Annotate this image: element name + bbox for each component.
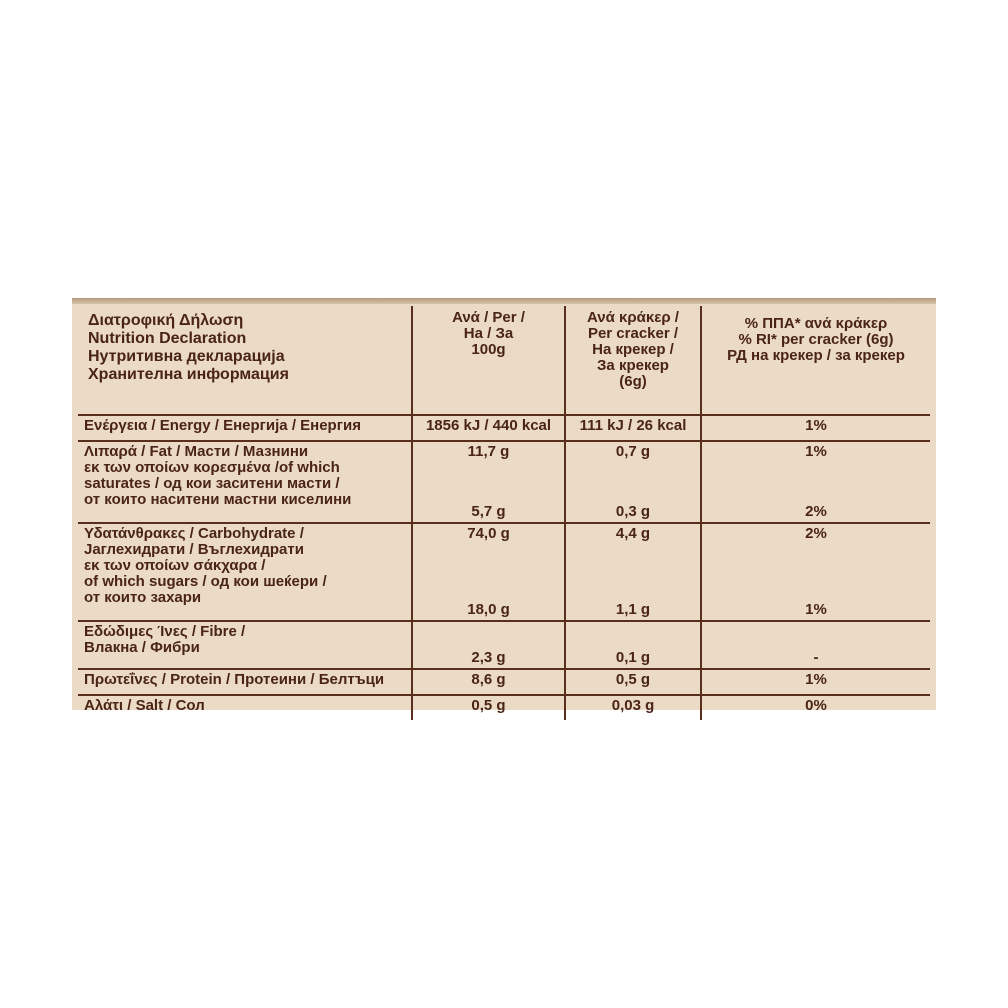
header-title-greek: Διατροφική Δήλωση [88,312,244,329]
header-title-english: Nutrition Declaration [88,330,247,347]
panel-top-border [72,298,936,304]
protein-name [78,669,412,695]
fat-name-line: Λιπαρά / Fat / Масти / Мазнини [84,443,309,460]
salt-ri: 0% [701,695,930,720]
carbohydrate-percracker-cell [565,523,701,621]
header-percracker-line: (6g) [619,373,647,390]
salt-per100: 0,5 g [412,695,565,720]
fibre-percracker: 0,1 g [615,649,651,666]
salt-name-line: Αλάτι / Salt / Сол [84,697,205,714]
carbohydrate-ri-cell [701,523,930,621]
protein-ri: 1% [701,669,930,695]
sugars-percracker: 1,1 g [615,601,651,618]
salt-percracker: 0,03 g [565,695,701,720]
header-per100-line: 100g [471,341,506,358]
nutrition-label-panel [72,298,936,714]
header-percracker-line: За крекер [597,357,669,374]
salt-row [78,695,930,720]
carbohydrate-name-line: от които захари [84,589,202,606]
fat-row [78,441,930,523]
salt-name [78,695,412,720]
fat-ri: 1% [805,443,827,460]
header-title-cell [78,306,412,415]
header-percracker-cell [565,306,701,415]
fibre-percracker-cell [565,621,701,669]
fibre-name-line: Εδώδιμες Ίνες / Fibre / [84,623,246,640]
header-ri-line: % RI* per cracker (6g) [738,331,894,348]
header-per100-line: На / За [463,325,514,342]
fibre-per100-cell [412,621,565,669]
saturates-per100: 5,7 g [471,503,506,520]
protein-name-line: Πρωτεΐνες / Protein / Протеини / Белтъци [84,671,385,688]
header-ri-line: РД на крекер / за крекер [727,347,905,364]
header-ri-cell [701,306,930,415]
energy-per100: 1856 kJ / 440 kcal [412,415,565,441]
fibre-name-line: Влакна / Фибри [84,639,200,656]
fat-per100-cell [412,441,565,523]
carbohydrate-ri: 2% [805,525,827,542]
fibre-name [78,621,412,669]
fat-name [78,441,412,523]
energy-name-line: Ενέργεια / Energy / Енергија / Енергия [84,417,361,434]
header-percracker-line: Ανά κράκερ / [587,309,679,326]
energy-ri: 1% [701,415,930,441]
nutrition-table [78,306,930,720]
protein-per100: 8,6 g [412,669,565,695]
fat-ri-cell [701,441,930,523]
fibre-ri-cell [701,621,930,669]
saturates-ri: 2% [805,503,827,520]
protein-percracker: 0,5 g [565,669,701,695]
protein-row [78,669,930,695]
header-percracker-line: Per cracker / [587,325,679,342]
energy-percracker: 111 kJ / 26 kcal [565,415,701,441]
carbohydrate-name-line: Υδατάνθρακες / Carbohydrate / [84,525,304,542]
fat-name-line: εκ των οποίων κορεσμένα /of which [84,459,340,476]
carbohydrate-name-line: Јаглехидрати / Въглехидрати [84,541,304,558]
header-title-bulgarian: Хранителна информация [88,366,289,383]
fat-percracker: 0,7 g [615,443,651,460]
saturates-percracker: 0,3 g [615,503,651,520]
fibre-row [78,621,930,669]
carbohydrate-name-line: of which sugars / од кои шеќери / [84,573,327,590]
header-percracker-line: На крекер / [592,341,674,358]
sugars-per100: 18,0 g [467,601,510,618]
fibre-ri: - [813,649,819,666]
header-ri-line: % ΠΠΑ* ανά κράκερ [744,315,888,332]
carbohydrate-per100-cell [412,523,565,621]
carbohydrate-name [78,523,412,621]
energy-row [78,415,930,441]
carbohydrate-row [78,523,930,621]
fibre-per100: 2,3 g [471,649,506,666]
header-per100-cell [412,306,565,415]
header-per100-line: Ανά / Per / [452,309,525,326]
energy-name [78,415,412,441]
sugars-ri: 1% [805,601,827,618]
carbohydrate-percracker: 4,4 g [615,525,651,542]
carbohydrate-name-line: εκ των οποίων σάκχαρα / [84,557,266,574]
fat-name-line: saturates / од кои заситени масти / [84,475,340,492]
fat-percracker-cell [565,441,701,523]
carbohydrate-per100: 74,0 g [467,525,510,542]
header-row [78,306,930,415]
fat-per100: 11,7 g [467,443,510,460]
fat-name-line: от които наситени мастни киселини [84,491,352,508]
header-title-macedonian: Нутритивна декларација [88,348,285,365]
